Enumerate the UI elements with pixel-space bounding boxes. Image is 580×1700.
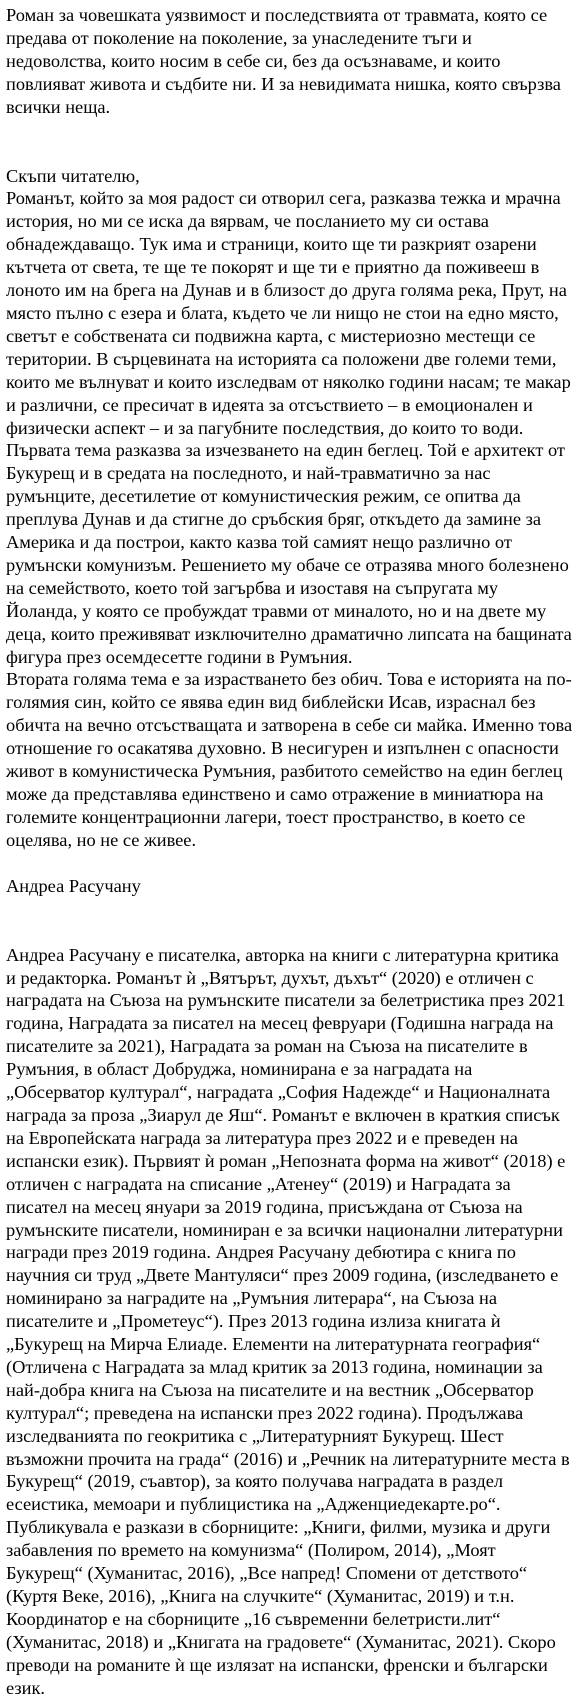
- letter-paragraph-1: Романът, който за моя радост си отворил сега, разказва тежка и мрачна история, но ми се иска да вярвам, че посланието му си остава обнадеждаващо. Тук има и страници, които ще ти разкрият озарени кътчета от света, те ще те покорят и ще ти е приятно да поживееш в лоното им на брега на Дунав и в близост до друга голяма река, Прут, на място пълно с езера и блата, където че ли нищо не стои на едно място, светът е собствената си подвижна карта, с мистериозно местещи се територии. В сърцевината на историята са положени две големи теми, които ме вълнуват и които изследвам от няколко години насам; те макар и различни, се пресичат в идеята за отсъствието – в емоционален и физически аспект – и за пагубните последствия, до които то води.: [6, 188, 571, 438]
- spacer: [6, 898, 573, 944]
- letter-paragraph-3: Втората голяма тема е за израстването без обич. Това е историята на по-голямия син, който се явява един вид библейски Исав, израснал без обичта на вечно отсъстващата и затворена в себе си майка. Именно това отношение го осакатява духовно. В несигурен и изпълнен с опасности живот в комунистическа Румъния, разбитото семейство на един беглец може да представлява единствено и само отражение в миниатюра на големите концентрационни лагери, тоест пространство, в което се оцелява, но не се живее.: [6, 669, 573, 850]
- letter-paragraph-2: Първата тема разказва за изчезването на един беглец. Той е архитект от Букурещ и в средата на последното, и най-травматично за нас румънците, десетилетие от комунистическия режим, се опитва да преплува Дунав и да стигне до сръбския бряг, откъдето да замине за Америка и да построи, както казва той самият нещо различно от румънски комунизъм. Решението му обаче се отразява много болезнено на семейството, което той загърбва и изоставя на съпругата му Йоланда, у която се пробуждат травми от миналото, но и на двете му деца, които преживяват изключително драматично липсата на бащината фигура през осемдесетте години в Румъния.: [6, 440, 572, 667]
- intro-paragraph: Роман за човешката уязвимост и последствията от травмата, която се предава от поколение на поколение, за унаследените тъги и недоволства, които носим в себе си, без да осъзнаваме, и които повлияват живота и съдбите ни. И за невидимата нишка, която свързва всички неща.: [6, 5, 561, 117]
- spacer: [6, 852, 573, 875]
- author-bio-paragraph: Андреа Расучану е писателка, авторка на книги с литературна критика и редакторка. Романът ѝ „Вятърът, духът, дъхът“ (2020) е отличен с наградата на Съюза на румънските писатели за белетристика през 2021 година, Наградата за писател на месец февруари (Годишна награда на писателите за 2021), Наградата за роман на Съюза на писателите в Румъния, в област Добруджа, номинирана е за наградата на „Обсерватор културал“, наградата „София Надежде“ и Националната награда за проза „Зиарул де Яш“. Романът е включен в краткия списък на Европейската награда за литература през 2022 и е преведен на испански език). Първият ѝ роман „Непозната форма на живот“ (2018) е отличен с наградата на списание „Атенеу“ (2019) и Наградата за писател на месец януари за 2019 година, присъждана от Съюза на румънските писатели, номиниран е за всички национални литературни награди през 2019 година. Андрея Расучану дебютира с книга по научния си труд „Двете Мантуляси“ през 2009 година, (изследването е номинирано за наградите на „Румъния литерара“, на Съюза на писателите и „Прометеус“). През 2013 година излиза книгата ѝ „Букурещ на Мирча Елиаде. Елементи на литературната география“ (Отличена с Наградата за млад критик за 2013 година, номинации за най-добра книга на Съюза на писателите и на вестник „Обсерватор културал“; преведена на испански през 2022 година). Продължава изследванията по геокритика с „Литературният Букурещ. Шест възможни прочита на града“ (2016) и „Речник на литературните места в Букурещ“ (2019, съавтор), за която получава наградата в раздел есеистика, мемоари и публицистика на „Адженциедекарте.ро“. Публикувала е разкази в сборниците: „Книги, филми, музика и други забавления по времето на комунизма“ (Полиром, 2014), „Моят Букурещ“ (Хуманитас, 2016), „Все напред! Спомени от детството“ (Куртя Веке, 2016), „Книга на случките“ (Хуманитас, 2019) и т.н. Координатор е на сборниците „16 съвременни белетристи.лит“ (Хуманитас, 2018) и „Книгата на градовете“ (Хуманитас, 2021). Скоро преводи на романите ѝ ще излязат на испански, френски и български език.: [6, 944, 570, 1698]
- spacer: [6, 119, 573, 165]
- author-signature: Андреа Расучану: [6, 875, 141, 896]
- letter-greeting: Скъпи читателю,: [6, 165, 140, 186]
